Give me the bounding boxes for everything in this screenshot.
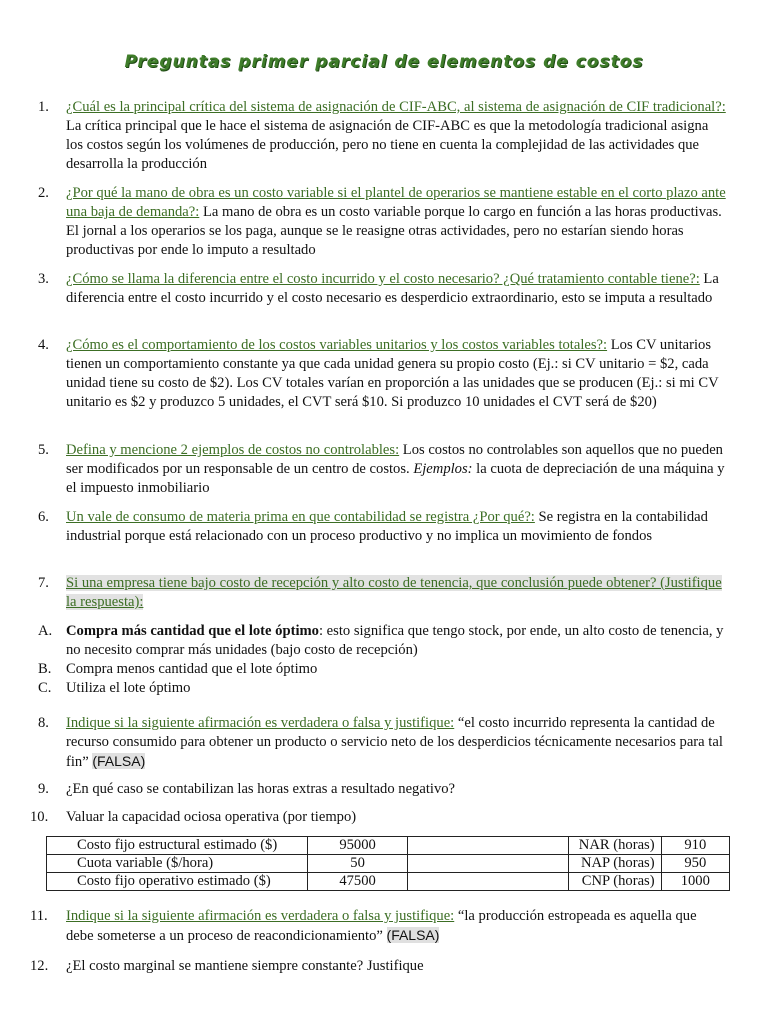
answer-text: La crítica principal que le hace el sistema de asignación de CIF-ABC es que la metodología tradicional asigna los costos según los volúmenes de producción, pero no tiene en cuenta la complejidad de las actividades que desarrolla la producción [66,118,709,172]
question-number: 12. [30,958,49,974]
answer-text: Se registra en la contabilidad industrial porque está relacionado con un proceso productivo y no implica un movimiento de fondos [66,509,708,544]
verdict-badge: (FALSA) [386,927,440,943]
capacity-table [46,836,730,891]
question-12 [30,957,726,976]
table-cell-label2: NAR (horas) [569,837,661,855]
question-number: 3. [38,271,49,287]
question-text: Un vale de consumo de materia prima en que contabilidad se registra ¿Por qué?: [66,509,535,525]
answer-text: La diferencia entre el costo incurrido y el costo necesario es desperdicio extraordinario, esto se imputa a resultado [66,271,719,306]
table-row [47,855,730,873]
question-8 [38,714,726,772]
table-cell-value: 50 [308,855,408,873]
table-cell-value: 47500 [308,873,408,891]
verdict-badge: (FALSA) [92,753,146,769]
question-3 [38,270,726,308]
table-cell-label: Costo fijo estructural estimado ($) [47,837,308,855]
table-cell-empty [407,837,569,855]
answer-text: Los CV unitarios tienen un comportamiento constante ya que cada unidad genera su propio costo (Ej.: si CV unitario = $2, cada unidad tiene su costo de $2). Los CV totales varían en proporción a las unidades que se producen (Ej.: si mi CV unitario es $2 y produzco 5 unidades, el CVT será $10. Si produzco 10 unidades el CVT será de $20) [66,337,719,410]
option-text: Compra menos cantidad que el lote óptimo [66,661,318,677]
option-text: Utiliza el lote óptimo [66,680,191,696]
table-cell-label2: CNP (horas) [569,873,661,891]
page-title: Preguntas primer parcial de elementos de costos [124,52,644,72]
question-number: 7. [38,575,49,591]
question-number: 2. [38,185,49,201]
answer-text-examples: la cuota de depreciación de una máquina y el impuesto inmobiliario [66,461,725,496]
question-5 [38,441,726,498]
question-text: Indique si la siguiente afirmación es verdadera o falsa y justifique: [66,715,455,731]
question-11 [30,907,726,946]
answer-text: “el costo incurrido representa la cantidad de recurso consumido para obtener un producto o servicio neto de los desperdicios técnicamente necesarios para tal fin” [66,715,723,770]
option-b [38,660,726,679]
option-a [38,622,726,660]
option-text: : esto significa que tengo stock, por ende, un alto costo de tenencia, y no necesito comprar más unidades (bajo costo de recepción) [66,623,724,658]
table-cell-label2: NAP (horas) [569,855,661,873]
question-number: 11. [30,908,48,924]
table-cell-label: Costo fijo operativo estimado ($) [47,873,308,891]
question-text: Defina y mencione 2 ejemplos de costos no controlables: [66,442,400,458]
question-6 [38,508,726,546]
option-bold-text: Compra más cantidad que el lote óptimo [66,623,319,639]
option-letter: B. [38,661,52,677]
examples-label: Ejemplos: [413,461,473,477]
question-text: ¿En qué caso se contabilizan las horas extras a resultado negativo? [66,781,456,797]
table-row [47,873,730,891]
answer-text: Los costos no controlables son aquellos que no pueden ser modificados por un responsable de un centro de costos. [66,442,723,477]
question-number: 6. [38,509,49,525]
table-row [47,837,730,855]
question-4 [38,336,726,412]
question-10 [30,808,726,827]
table-cell-value2: 910 [661,837,729,855]
question-text: ¿Cuál es la principal crítica del sistema de asignación de CIF-ABC, al sistema de asignación de CIF tradicional?: [66,99,726,115]
question-7 [38,574,726,612]
question-text: ¿Cómo es el comportamiento de los costos variables unitarios y los costos variables totales?: [66,337,608,353]
question-text: ¿El costo marginal se mantiene siempre constante? Justifique [66,958,424,974]
question-text: Valuar la capacidad ociosa operativa (por tiempo) [66,809,357,825]
question-number: 8. [38,715,49,731]
option-letter: C. [38,680,52,696]
question-number: 9. [38,781,49,797]
table-cell-value2: 1000 [661,873,729,891]
option-c [38,679,726,698]
table-cell-value2: 950 [661,855,729,873]
answer-text: La mano de obra es un costo variable porque lo cargo en función a las horas productivas. El jornal a los operarios se los paga, aunque se le reasigne otras actividades, pero no estarían siendo horas productivas por ende lo imputo a resultado [66,204,722,258]
question-1 [38,98,726,174]
question-text: Si una empresa tiene bajo costo de recepción y alto costo de tenencia, que conclusión puede obtener? (Justifique la respuesta): [66,575,722,610]
answer-text: “la producción estropeada es aquella que debe someterse a un proceso de reacondicionamiento” [66,908,697,944]
question-number: 5. [38,442,49,458]
question-9 [38,780,726,799]
question-number: 1. [38,99,49,115]
question-number: 10. [30,809,49,825]
question-text: Indique si la siguiente afirmación es verdadera o falsa y justifique: [66,908,455,924]
table-cell-label: Cuota variable ($/hora) [47,855,308,873]
table-cell-empty [407,873,569,891]
table-cell-value: 95000 [308,837,408,855]
question-text: ¿Cómo se llama la diferencia entre el costo incurrido y el costo necesario? ¿Qué tratamiento contable tiene?: [66,271,700,287]
question-text: ¿Por qué la mano de obra es un costo variable si el plantel de operarios se mantiene estable en el corto plazo ante una baja de demanda?: [66,185,726,220]
option-letter: A. [38,623,53,639]
table-cell-empty [407,855,569,873]
question-2 [38,184,726,260]
question-number: 4. [38,337,49,353]
